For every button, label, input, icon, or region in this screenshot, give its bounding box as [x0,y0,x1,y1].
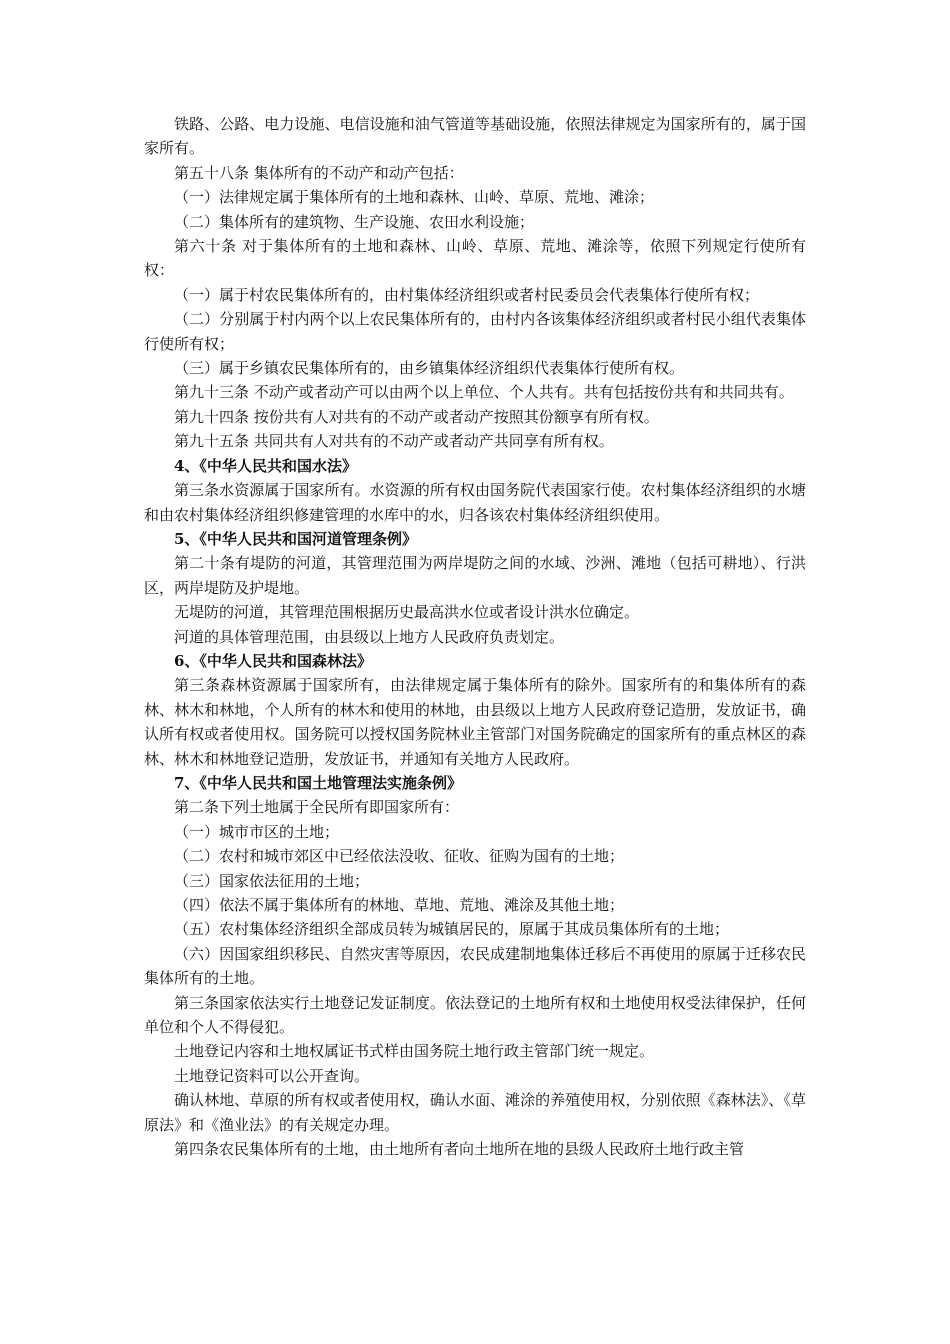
list-item: （二）集体所有的建筑物、生产设施、农田水利设施； [174,212,535,231]
list-item: （六）因国家组织移民、自然灾害等原因，农民成建制地集体迁移后不再使用的原属于迁移农民集体所有的土地。 [144,944,806,988]
paragraph: 第二条下列土地属于全民所有即国家所有： [174,798,460,817]
paragraph: 铁路、公路、电力设施、电信设施和油气管道等基础设施，依照法律规定为国家所有的，属于国家所有。 [144,115,806,158]
section-heading-river-regulation: 5、《中华人民共和国河道管理条例》 [174,529,417,548]
list-item: （一）城市市区的土地； [174,822,340,841]
document-page [144,112,806,1161]
list-item: （一）法律规定属于集体所有的土地和森林、山岭、草原、荒地、滩涂； [174,188,655,207]
list-item: （三）国家依法征用的土地； [174,871,370,890]
article-93: 第九十三条 不动产或者动产可以由两个以上单位、个人共有。共有包括按份共有和共同共有。 [174,383,794,402]
paragraph: 第二十条有堤防的河道，其管理范围为两岸堤防之间的水域、沙洲、滩地（包括可耕地）、行洪区，两岸堤防及护堤地。 [144,554,806,597]
article-60: 第六十条 对于集体所有的土地和森林、山岭、草原、荒地、滩涂等，依照下列规定行使所有权： [144,237,806,280]
list-item: （三）属于乡镇农民集体所有的，由乡镇集体经济组织代表集体行使所有权。 [174,359,685,378]
paragraph: 确认林地、草原的所有权或者使用权，确认水面、滩涂的养殖使用权，分别依照《森林法》、《草原法》和《渔业法》的有关规定办理。 [144,1091,806,1134]
list-item: （二）分别属于村内两个以上农民集体所有的，由村内各该集体经济组织或者村民小组代表集体行使所有权； [144,310,806,353]
list-item: （五）农村集体经济组织全部成员转为城镇居民的，原属于其成员集体所有的土地； [174,920,730,939]
list-item: （四）依法不属于集体所有的林地、草地、荒地、滩涂及其他土地； [174,896,625,914]
paragraph: 第三条国家依法实行土地登记发证制度。依法登记的土地所有权和土地使用权受法律保护，任何单位和个人不得侵犯。 [144,993,806,1037]
article-58: 第五十八条 集体所有的不动产和动产包括： [174,163,464,182]
paragraph: 第三条森林资源属于国家所有，由法律规定属于集体所有的除外。国家所有的和集体所有的森林、林木和林地，个人所有的林木和使用的林地，由县级以上地方人民政府登记造册，发放证书，确认所有权或者使用权。国务院可以授权国务院林业主管部门对国务院确定的国家所有的重点林区的森林、林木和林地登记造册，发放证书，并通知有关地方人民政府。 [144,676,806,768]
section-heading-water-law: 4、《中华人民共和国水法》 [174,456,357,475]
article-94: 第九十四条 按份共有人对共有的不动产或者动产按照其份额享有所有权。 [174,407,659,426]
section-heading-land-regulation: 7、《中华人民共和国土地管理法实施条例》 [174,773,462,792]
section-heading-forest-law: 6、《中华人民共和国森林法》 [174,651,372,670]
list-item: （一）属于村农民集体所有的，由村集体经济组织或者村民委员会代表集体行使所有权； [174,285,760,304]
paragraph: 无堤防的河道，其管理范围根据历史最高洪水位或者设计洪水位确定。 [174,603,640,622]
list-item: （二）农村和城市郊区中已经依法没收、征收、征购为国有的土地； [174,847,625,866]
article-95: 第九十五条 共同共有人对共有的不动产或者动产共同享有所有权。 [174,432,614,451]
paragraph: 土地登记资料可以公开查询。 [174,1066,370,1085]
paragraph: 第三条水资源属于国家所有。水资源的所有权由国务院代表国家行使。农村集体经济组织的水塘和由农村集体经济组织修建管理的水库中的水，归各该农村集体经济组织使用。 [144,481,806,524]
paragraph: 河道的具体管理范围，由县级以上地方人民政府负责划定。 [174,627,565,646]
paragraph: 土地登记内容和土地权属证书式样由国务院土地行政主管部门统一规定。 [174,1042,655,1061]
paragraph: 第四条农民集体所有的土地，由土地所有者向土地所在地的县级人民政府土地行政主管 [174,1140,745,1159]
